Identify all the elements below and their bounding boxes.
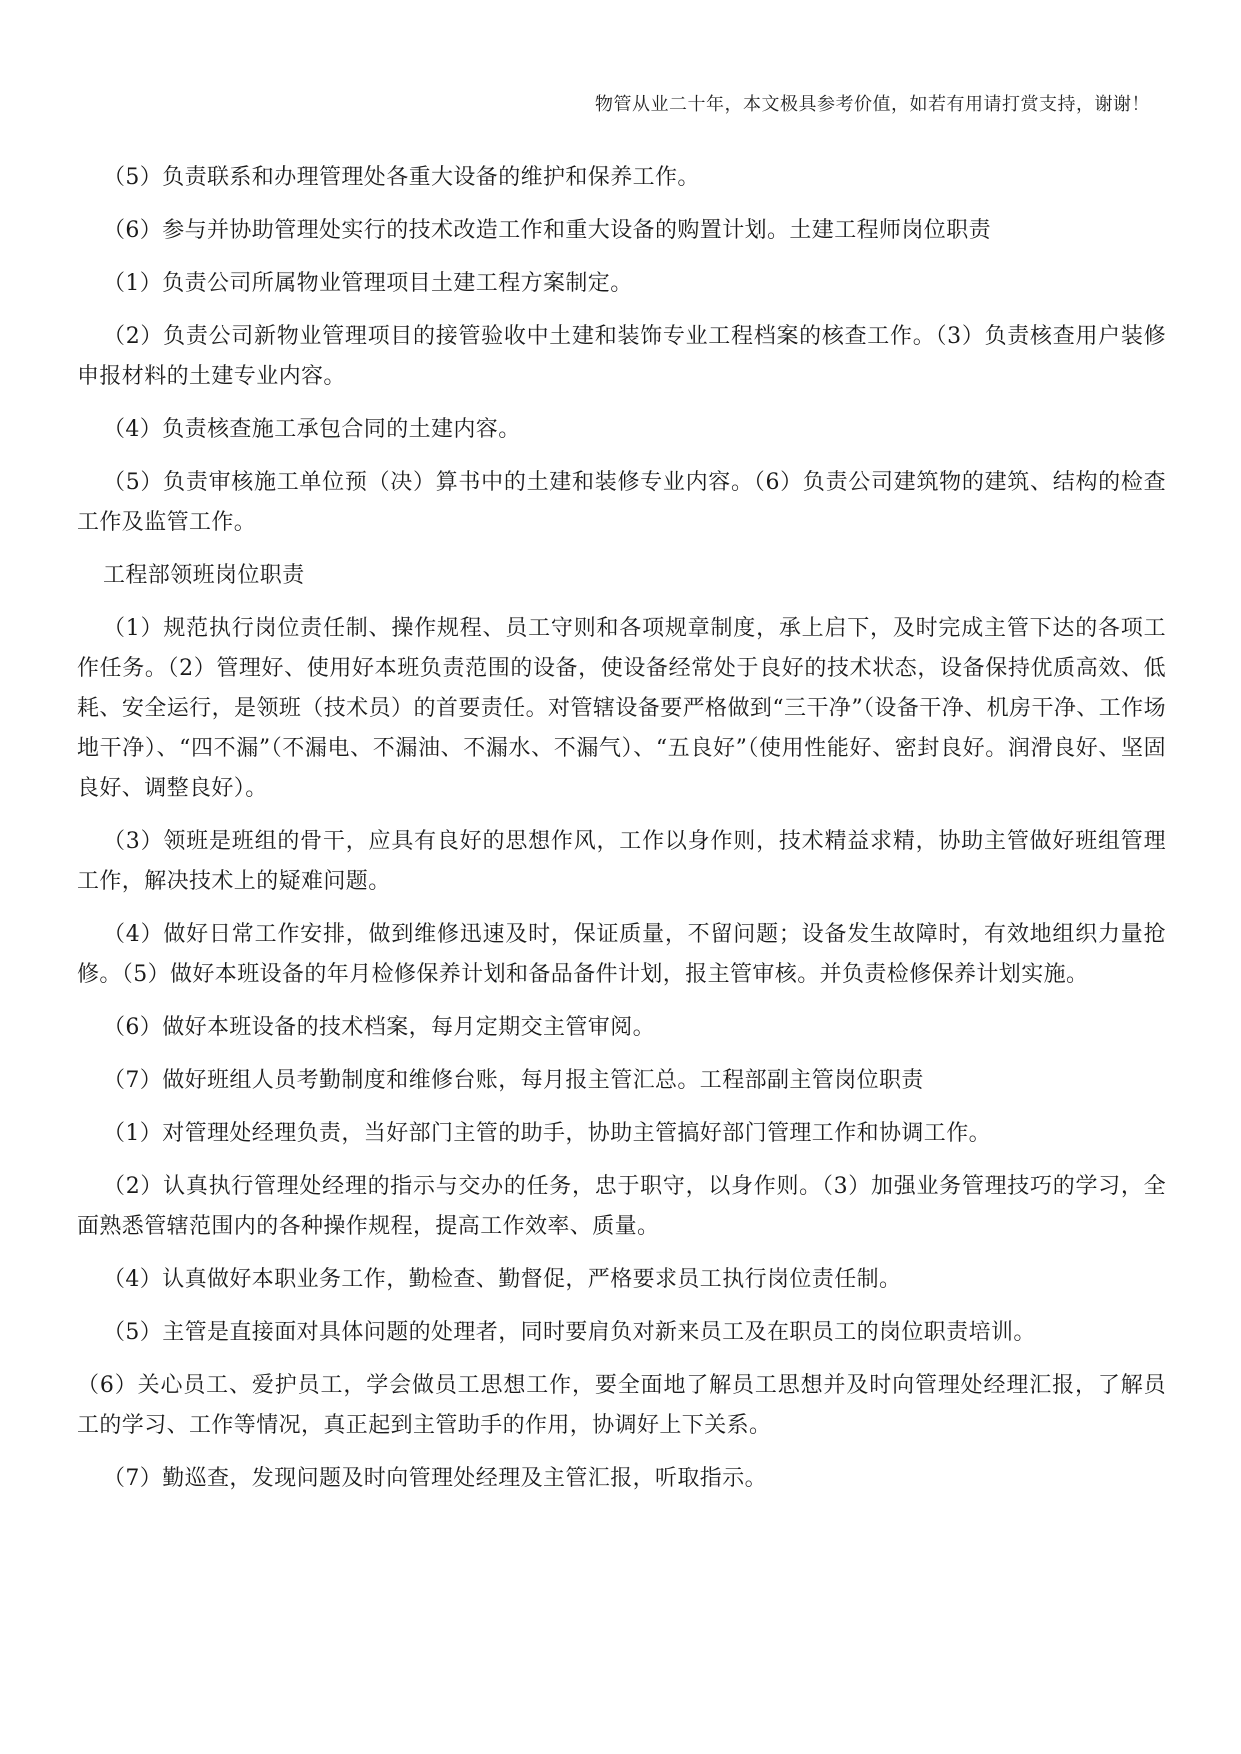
paragraph: （7）勤巡查，发现问题及时向管理处经理及主管汇报，听取指示。 bbox=[103, 1466, 767, 1491]
paragraph: （1）规范执行岗位责任制、操作规程、员工守则和各项规章制度，承上启下，及时完成主管下达的各项工作任务。（2）管理好、使用好本班负责范围的设备，使设备经常处于良好的技术状态，设备保持优质高效、低耗、安全运行，是领班（技术员）的首要责任。对管辖设备要严格做到“三干净”（设备干净、机房干净、工作场地干净）、“四不漏”（不漏电、不漏油、不漏水、不漏气）、“五良好”（使用性能好、密封良好。润滑良好、坚固良好、调整良好）。 bbox=[77, 616, 1166, 801]
paragraph: （5）负责审核施工单位预（决）算书中的土建和装修专业内容。（6）负责公司建筑物的建筑、结构的检查工作及监管工作。 bbox=[77, 470, 1166, 535]
paragraph: （2）负责公司新物业管理项目的接管验收中土建和装饰专业工程档案的核查工作。（3）负责核查用户装修申报材料的土建专业内容。 bbox=[77, 324, 1166, 389]
paragraph: （1）负责公司所属物业管理项目土建工程方案制定。 bbox=[103, 271, 633, 296]
document-body bbox=[77, 158, 1166, 1512]
paragraph: （5）负责联系和办理管理处各重大设备的维护和保养工作。 bbox=[103, 165, 700, 190]
paragraph: （5）主管是直接面对具体问题的处理者，同时要肩负对新来员工及在职员工的岗位职责培训。 bbox=[103, 1320, 1036, 1345]
paragraph: （7）做好班组人员考勤制度和维修台账，每月报主管汇总。工程部副主管岗位职责 bbox=[103, 1068, 924, 1093]
paragraph: （6）做好本班设备的技术档案，每月定期交主管审阅。 bbox=[103, 1015, 655, 1040]
paragraph: （6）参与并协助管理处实行的技术改造工作和重大设备的购置计划。土建工程师岗位职责 bbox=[103, 218, 991, 243]
paragraph: （1）对管理处经理负责，当好部门主管的助手，协助主管搞好部门管理工作和协调工作。 bbox=[103, 1121, 991, 1146]
header-note: 物管从业二十年，本文极具参考价值，如若有用请打赏支持，谢谢！ bbox=[595, 94, 1150, 115]
paragraph: （4）做好日常工作安排，做到维修迅速及时，保证质量，不留问题；设备发生故障时，有效地组织力量抢修。（5）做好本班设备的年月检修保养计划和备品备件计划，报主管审核。并负责检修保养计划实施。 bbox=[77, 922, 1166, 987]
paragraph: （2）认真执行管理处经理的指示与交办的任务，忠于职守，以身作则。（3）加强业务管理技巧的学习，全面熟悉管辖范围内的各种操作规程，提高工作效率、质量。 bbox=[77, 1174, 1166, 1239]
paragraph: （3）领班是班组的骨干，应具有良好的思想作风，工作以身作则，技术精益求精，协助主管做好班组管理工作，解决技术上的疑难问题。 bbox=[77, 829, 1166, 894]
paragraph: （4）认真做好本职业务工作，勤检查、勤督促，严格要求员工执行岗位责任制。 bbox=[103, 1267, 902, 1292]
section-heading: 工程部领班岗位职责 bbox=[103, 563, 305, 588]
paragraph: （4）负责核查施工承包合同的土建内容。 bbox=[103, 417, 521, 442]
paragraph: （6）关心员工、爱护员工，学会做员工思想工作，要全面地了解员工思想并及时向管理处经理汇报，了解员工的学习、工作等情况，真正起到主管助手的作用，协调好上下关系。 bbox=[77, 1373, 1166, 1438]
